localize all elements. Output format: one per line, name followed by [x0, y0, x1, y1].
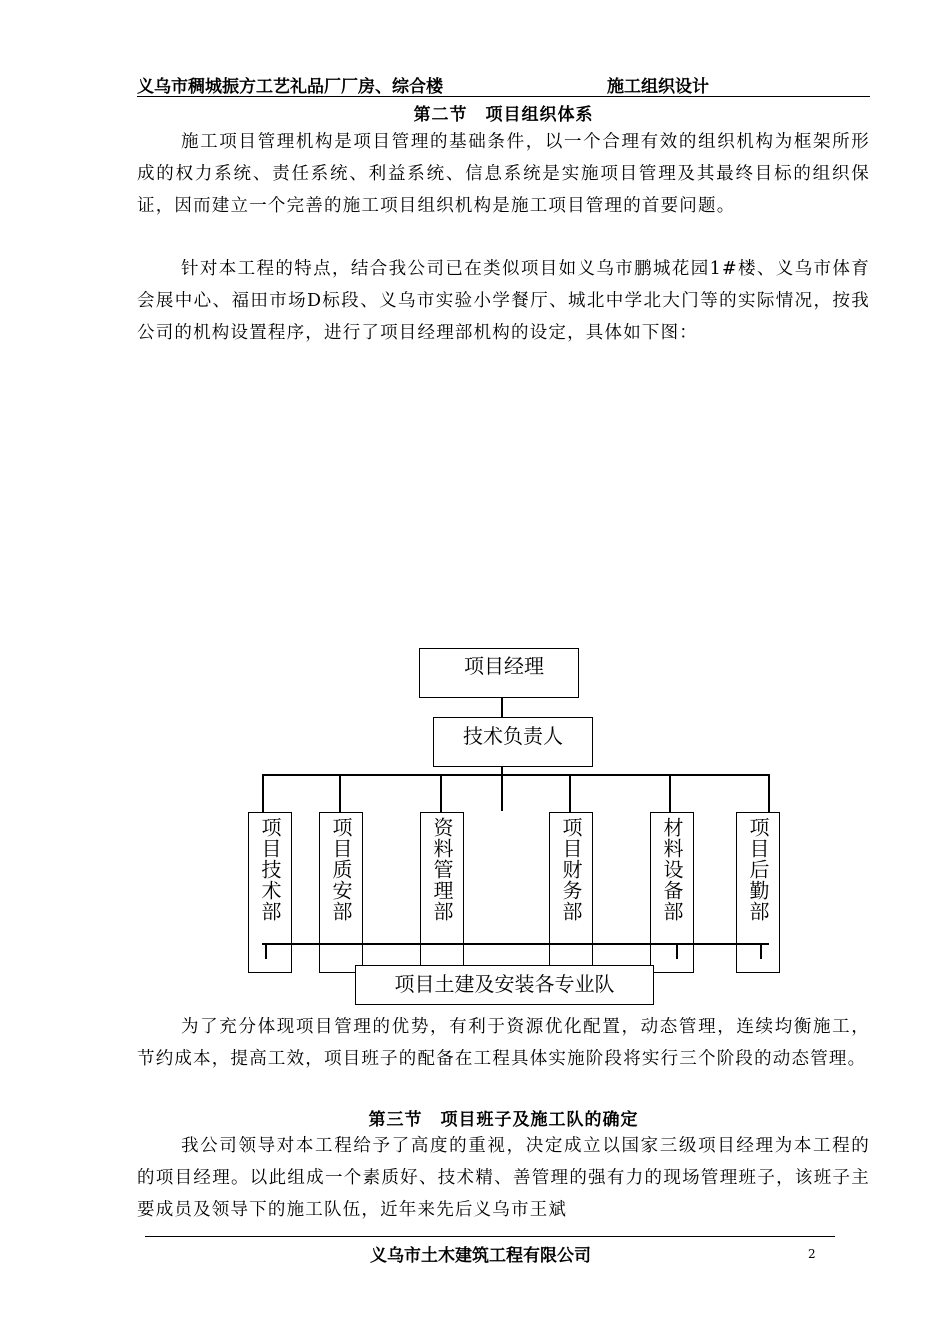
page-header [137, 70, 870, 97]
org-box-technical-lead: 技术负责人 [433, 717, 593, 767]
drop-line-3 [440, 774, 442, 812]
header-project-name: 义乌市稠城振方工艺礼品厂厂房、综合楼 [137, 77, 443, 97]
org-box-construction-teams: 项目土建及安装各专业队 [355, 965, 654, 1005]
section-3-paragraph-1: 我公司领导对本工程给予了高度的重视，决定成立以国家三级项目经理为本工程的的项目经理。以此组成一个素质好、技术精、善管理的强有力的现场管理班子，该班子主要成员及领导下的施工队伍，近年来先后义乌市王斌 [137, 1136, 870, 1220]
section-2-title: 第二节 项目组织体系 [413, 105, 594, 125]
org-box-project-manager: 项目经理 [419, 648, 579, 698]
section-3-title: 第三节 项目班子及施工队的确定 [368, 1110, 639, 1130]
drop-line-1 [262, 774, 264, 812]
footer-company: 义乌市土木建筑工程有限公司 [370, 1246, 591, 1266]
section-2-paragraph-1: 施工项目管理机构是项目管理的基础条件，以一个合理有效的组织机构为框架所形成的权力系统、责任系统、利益系统、信息系统是实施项目管理及其最终目标的组织保证，因而建立一个完善的施工项目组织机构是施工项目管理的首要问题。 [137, 132, 870, 216]
org-dept-tech: 项目技术部 [248, 812, 292, 973]
connector-manager-tech [501, 697, 503, 717]
drop-line-4 [569, 774, 571, 812]
section-2-paragraph-2: 针对本工程的特点，结合我公司已在类似项目如义乌市鹏城花园1#楼、义乌市体育会展中心、福田市场D标段、义乌市实验小学餐厅、城北中学北大门等的实际情况，按我公司的机构设置程序，进行了项目经理部机构的设定，具体如下图： [137, 259, 870, 343]
org-dept-documents: 资料管理部 [420, 812, 464, 973]
drop-line-6 [768, 774, 770, 812]
footer-rule [145, 1236, 835, 1237]
drop-line-5 [669, 774, 671, 812]
org-dept-materials-equipment: 材料设备部 [650, 812, 694, 973]
org-dept-finance: 项目财务部 [549, 812, 593, 973]
page-number: 2 [808, 1247, 816, 1261]
header-doc-type: 施工组织设计 [607, 77, 709, 97]
org-dept-quality-safety: 项目质安部 [319, 812, 363, 973]
drop-line-2 [339, 774, 341, 812]
dynamic-management-paragraph: 为了充分体现项目管理的优势，有利于资源优化配置，动态管理，连续均衡施工，节约成本，提高工效，项目班子的配备在工程具体实施阶段将实行三个阶段的动态管理。 [137, 1017, 870, 1069]
org-dept-logistics: 项目后勤部 [736, 812, 780, 973]
